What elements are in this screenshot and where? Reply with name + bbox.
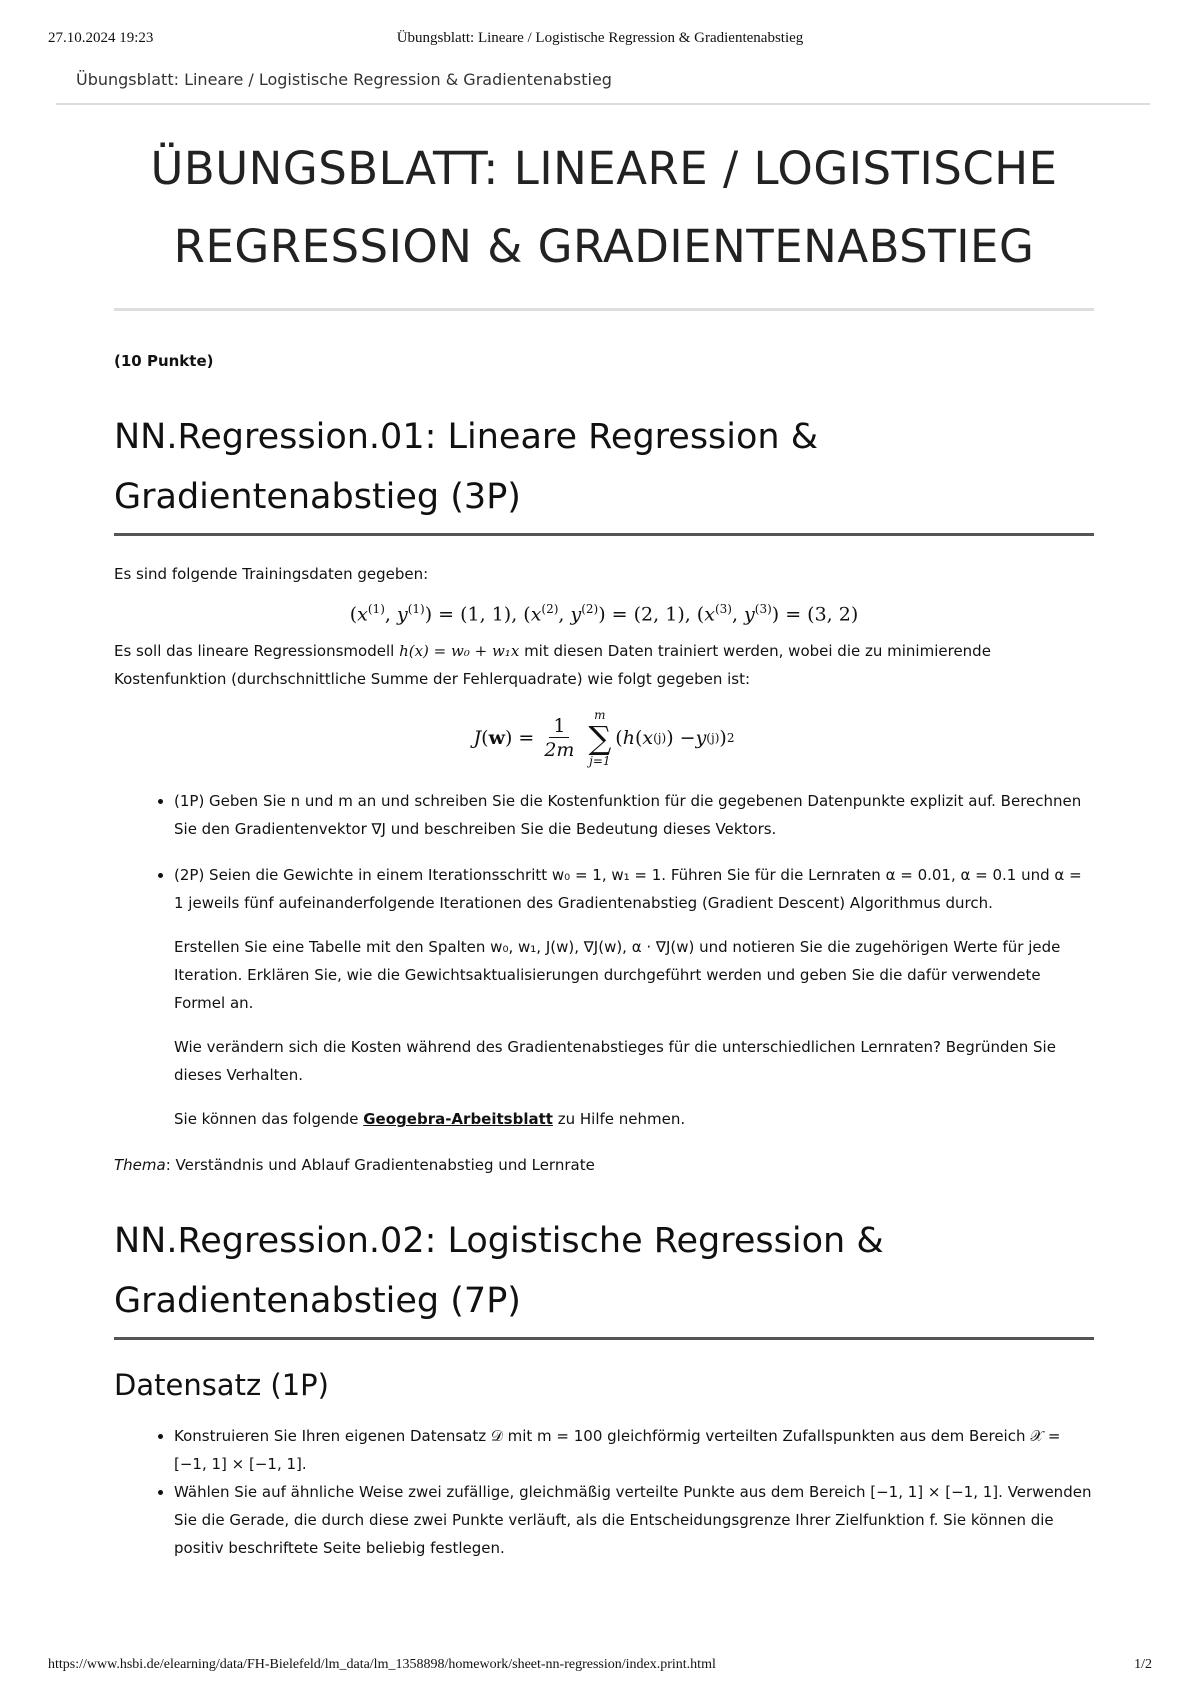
print-header [48, 30, 1152, 50]
task-list-2 [114, 1422, 1094, 1562]
help-paragraph: Sie können das folgende Geogebra-Arbeitsblatt zu Hilfe nehmen. [174, 1110, 686, 1129]
table-instruction: Erstellen Sie eine Tabelle mit den Spalten w₀, w₁, J(w), ∇J(w), α · ∇J(w) und notieren Sie die zugehörigen Werte für jede Iteration. Erklären Sie, wie die Gewichtsaktualisierungen durchgeführt werden und geben Sie die dafür verwendete Formel an. [174, 938, 1061, 1013]
cost-function-equation: J ( w ) = $\frac{1}{2m}$ m ∑ j=1 ( h ( x (j) ) − y (j) ) 2 [473, 708, 735, 769]
main-content [114, 130, 1094, 1562]
model-text-1: Es soll das lineare Regressionsmodell [114, 642, 395, 661]
breadcrumb-label: Übungsblatt: Lineare / Logistische Regression & Gradientenabstieg [76, 70, 612, 89]
total-points: (10 Punkte) [114, 352, 214, 370]
section2-heading: NN.Regression.02: Logistische Regression & Gradientenabstieg (7P) [114, 1211, 1094, 1340]
list-item: • Konstruieren Sie Ihren eigenen Datensatz 𝒟 mit m = 100 gleichförmig verteilten Zufallspunkten aus dem Bereich 𝒳 = [−1, 1] × [−1, 1]. [174, 1422, 1094, 1478]
site-breadcrumb[interactable] [56, 70, 1150, 105]
dataset-heading: Datensatz (1P) [114, 1368, 329, 1403]
fraction: $\frac{1}{2m}$ [544, 714, 575, 761]
model-text-2: mit diesen Daten trainiert werden, wobei die zu minimierende Kostenfunktion (durchschnittliche Summe der Fehlerquadrate) wie folgt gegeben ist: [114, 642, 991, 689]
print-url: https://www.hsbi.de/elearning/data/FH-Bielefeld/lm_data/lm_1358898/homework/sheet-nn-regression/index.print.html [48, 1657, 716, 1672]
page-title: ÜBUNGSBLATT: LINEARE / LOGISTISCHE REGRESSION & GRADIENTENABSTIEG [114, 130, 1094, 311]
cost-question: Wie verändern sich die Kosten während des Gradientenabstieges für die unterschiedlichen Lernraten? Begründen Sie dieses Verhalten. [174, 1038, 1056, 1085]
model-formula: h(x) = w₀ + w₁x [399, 642, 520, 661]
section1-heading: NN.Regression.01: Lineare Regression & Gradientenabstieg (3P) [114, 407, 1094, 536]
page-number: 1/2 [1134, 1657, 1152, 1672]
task-list-1 [114, 787, 1094, 1133]
model-paragraph [114, 637, 1094, 693]
geogebra-link[interactable]: Geogebra-Arbeitsblatt [363, 1110, 553, 1129]
list-item: • (1P) Geben Sie n und m an und schreiben Sie die Kostenfunktion für die gegebenen Datenpunkte explizit auf. Berechnen Sie den Gradientenvektor ∇J und beschreiben Sie die Bedeutung dieses Vektors. [174, 787, 1094, 843]
section1-intro: Es sind folgende Trainingsdaten gegeben: [114, 565, 429, 583]
training-data-equation: ($x^{(1)}$, $y^{(1)}) = (1$, 1), ($x^{(2)}$, $y^{(2)}) = (2$, 1), ($x^{(3)}$, $y^{(3)}) = (3$, 2) [349, 602, 859, 626]
topic-text: : Verständnis und Ablauf Gradientenabstieg und Lernrate [165, 1156, 595, 1175]
print-title: Übungsblatt: Lineare / Logistische Regression & Gradientenabstieg [396, 30, 804, 46]
sum-symbol: m ∑ j=1 [588, 708, 612, 769]
print-footer [48, 1657, 1152, 1677]
list-item: • (2P) Seien die Gewichte in einem Iterationsschritt w₀ = 1, w₁ = 1. Führen Sie für die Lernraten α = 0.01, α = 0.1 und α = 1 jeweils fünf aufeinanderfolgende Iterationen des Gradientenabstieg (Gradient Descent) Algorithmus durch. Erstellen Sie eine Tabelle mit den Spalten w₀, w₁, J(w), ∇J(w), α · ∇J(w) und notieren Sie die zugehörigen Werte für jede Iteration. Erklären Sie, wie die Gewichtsaktualisierungen durchgeführt werden und geben Sie die dafür verwendete Formel an. Wie verändern sich die Kosten während des Gradientenabstieges für die unterschiedlichen Lernraten? Begründen Sie dieses Verhalten. Sie können das folgende Geogebra-Arbeitsblatt zu Hilfe nehmen. [174, 861, 1094, 1133]
topic-label: Thema [114, 1156, 166, 1175]
print-date: 27.10.2024 19:23 [48, 30, 154, 46]
topic-line [114, 1151, 1094, 1179]
list-item: • Wählen Sie auf ähnliche Weise zwei zufällige, gleichmäßig verteilte Punkte aus dem Bereich [−1, 1] × [−1, 1]. Verwenden Sie die Gerade, die durch diese zwei Punkte verläuft, als die Entscheidungsgrenze Ihrer Zielfunktion f. Sie können die positiv beschriftete Seite beliebig festlegen. [174, 1478, 1094, 1562]
